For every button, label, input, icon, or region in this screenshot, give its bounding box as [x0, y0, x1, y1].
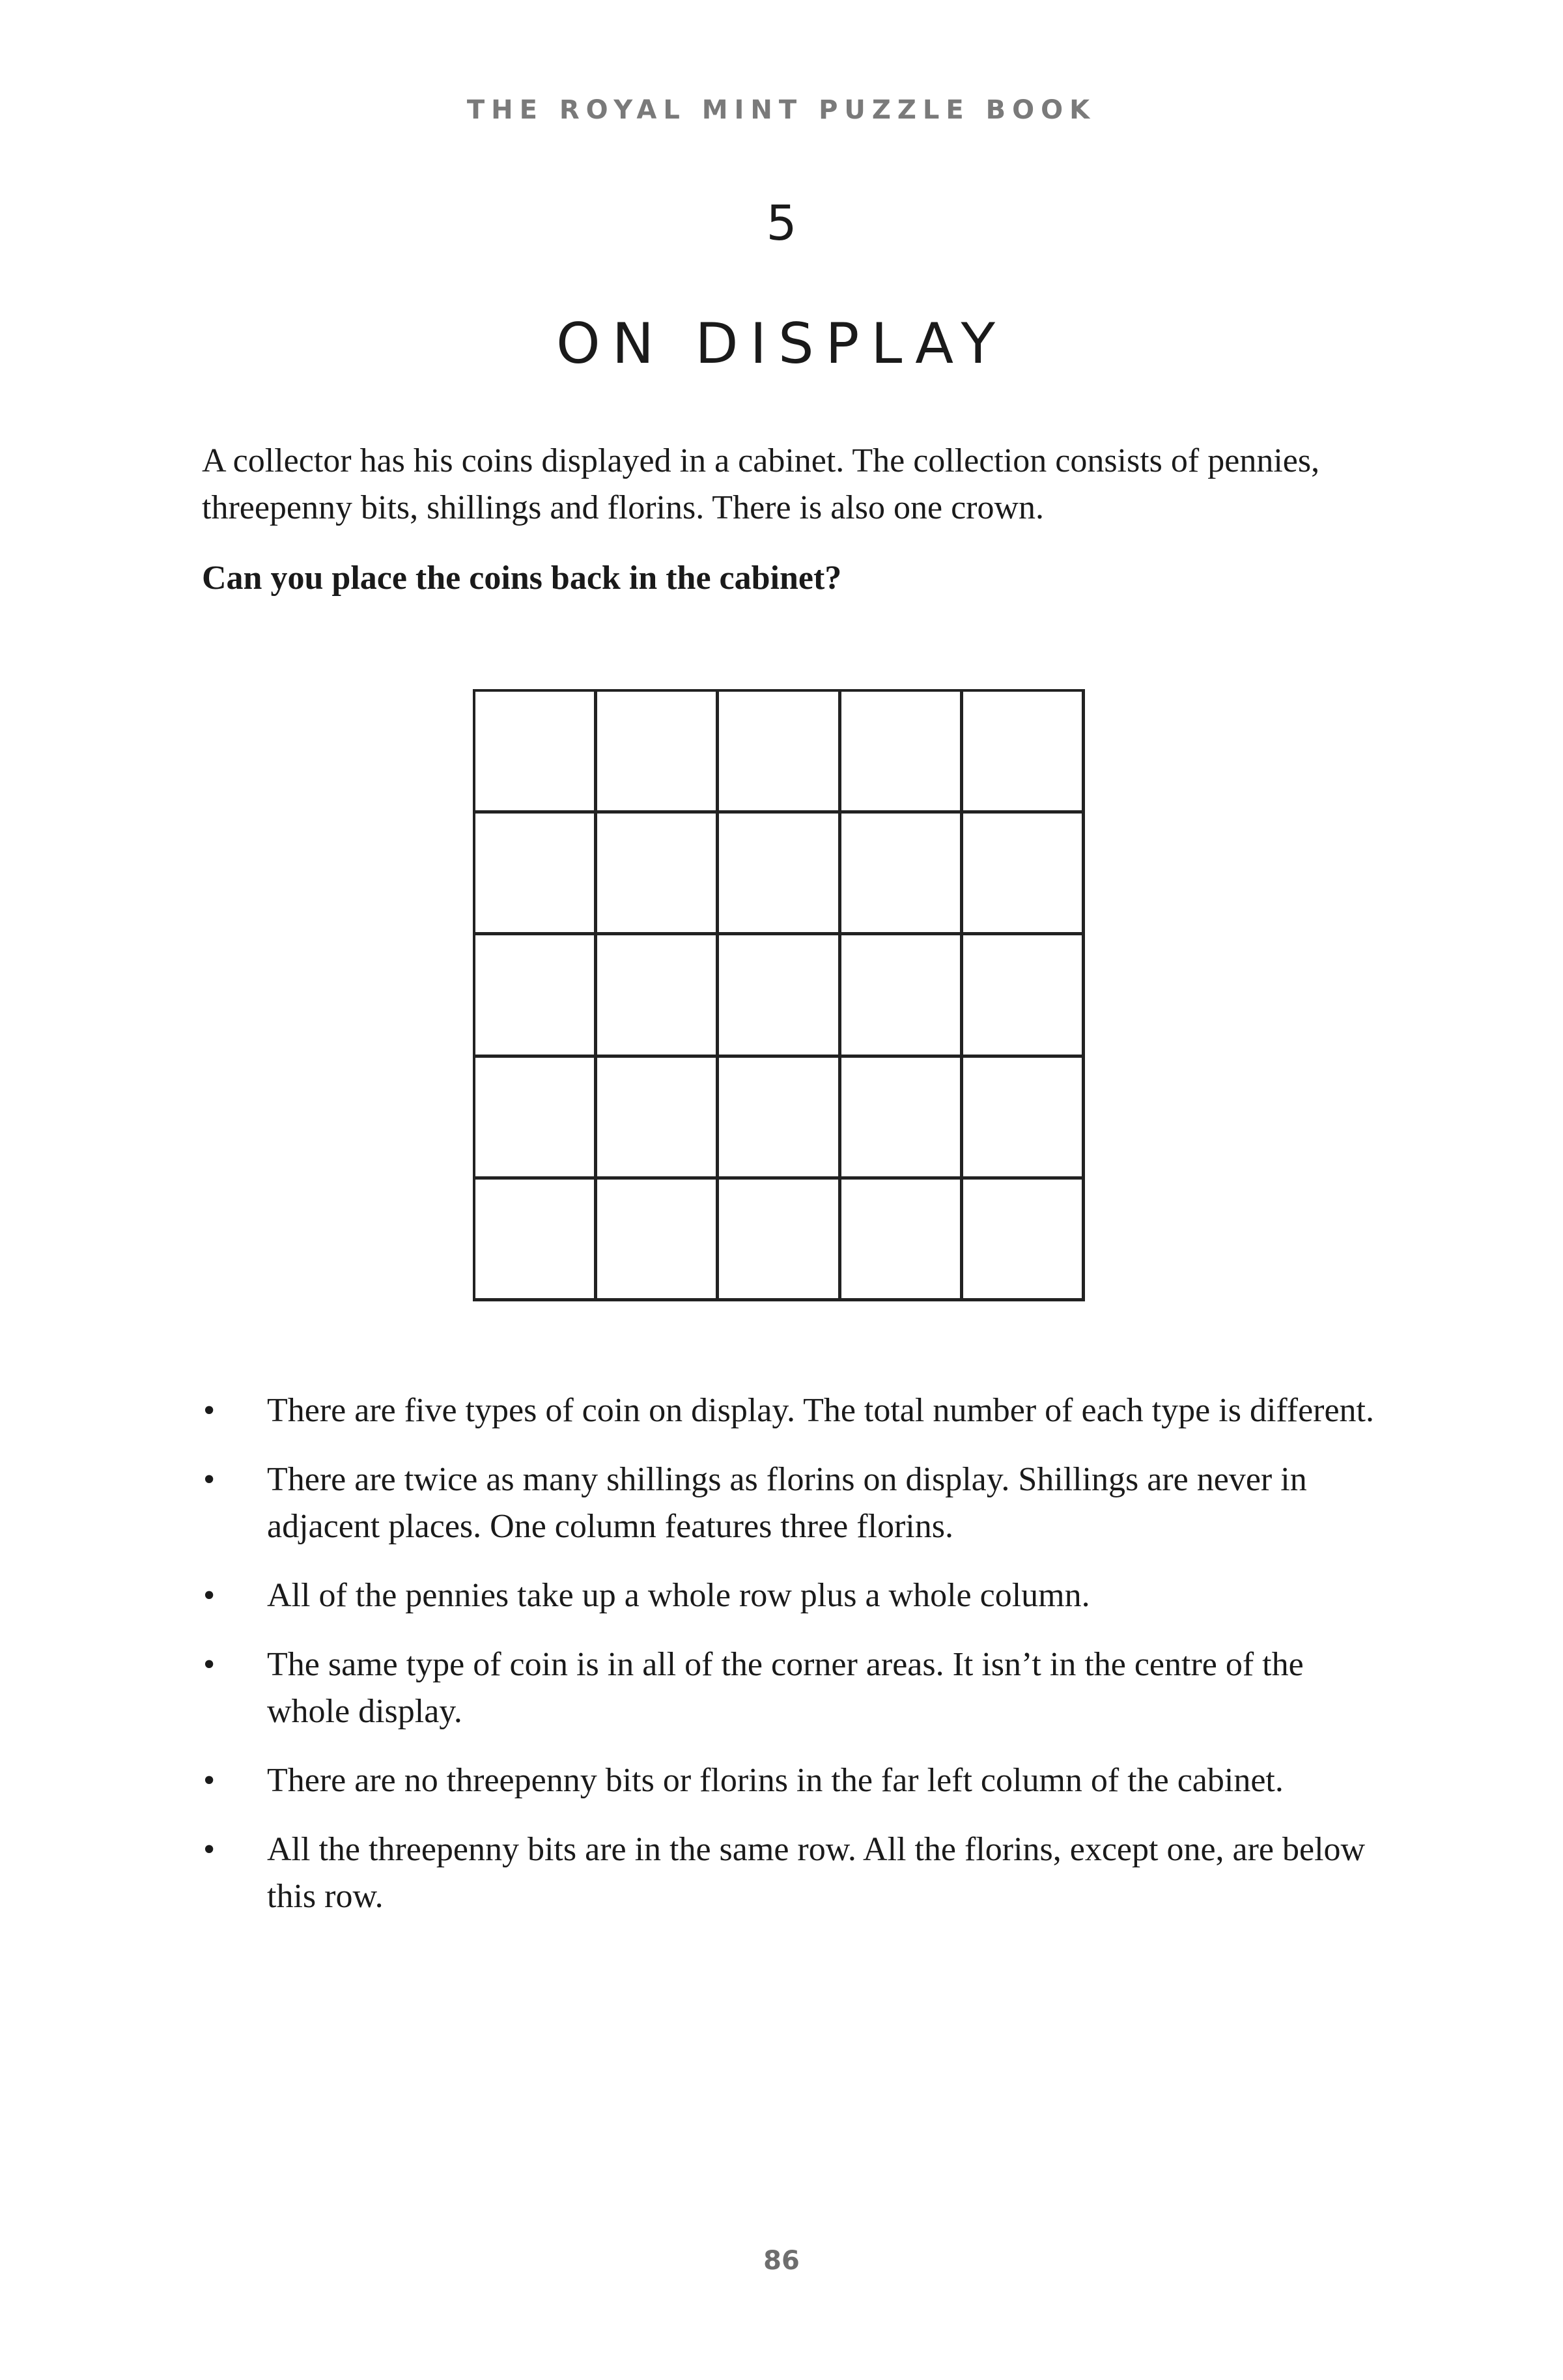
grid-cell: [597, 935, 719, 1057]
grid-cell: [475, 692, 597, 814]
running-head: THE ROYAL MINT PUZZLE BOOK: [466, 95, 1097, 125]
grid-cell: [963, 1058, 1085, 1180]
grid-cell: [719, 814, 841, 935]
grid-cell: [841, 692, 963, 814]
clue-item: [202, 1826, 1374, 1920]
grid-cell: [963, 814, 1085, 935]
bullet-icon: •: [203, 1831, 216, 1868]
puzzle-title: ON DISPLAY: [556, 311, 1007, 376]
puzzle-number: 5: [766, 195, 797, 251]
grid-cell: [841, 1058, 963, 1180]
bullet-icon: •: [203, 1392, 216, 1429]
grid-cell: [719, 1180, 841, 1301]
clue-text: All the threepenny bits are in the same row. All the florins, except one, are below this row.: [267, 1831, 1366, 1915]
clue-item: [202, 1387, 1374, 1434]
bullet-icon: •: [203, 1762, 216, 1799]
grid-cell: [963, 935, 1085, 1057]
clue-item: [202, 1757, 1374, 1804]
grid-cell: [475, 814, 597, 935]
grid-cell: [963, 1180, 1085, 1301]
grid-cell: [719, 692, 841, 814]
cabinet-grid: [473, 689, 1085, 1301]
grid-cell: [597, 1180, 719, 1301]
grid-cell: [475, 935, 597, 1057]
grid-cell: [475, 1058, 597, 1180]
bullet-icon: •: [203, 1577, 216, 1614]
clue-list: [202, 1387, 1374, 1942]
page-number: 86: [763, 2246, 800, 2276]
bullet-icon: •: [203, 1646, 216, 1683]
clue-item: [202, 1572, 1374, 1619]
intro-paragraph: A collector has his coins displayed in a cabinet. The collection consists of pennies, threepenny bits, shillings and florins. There is also one crown.: [202, 442, 1320, 526]
clue-text: The same type of coin is in all of the corner areas. It isn’t in the centre of the whole display.: [267, 1646, 1304, 1730]
grid-cell: [597, 1058, 719, 1180]
clue-item: [202, 1456, 1374, 1550]
grid-cell: [475, 1180, 597, 1301]
grid-cell: [841, 814, 963, 935]
grid-cell: [963, 692, 1085, 814]
grid-cell: [597, 814, 719, 935]
clue-text: There are twice as many shillings as florins on display. Shillings are never in adjacent places. One column features three florins.: [267, 1461, 1307, 1545]
grid-cell: [719, 1058, 841, 1180]
puzzle-question: Can you place the coins back in the cabinet?: [202, 560, 842, 597]
grid-cell: [841, 1180, 963, 1301]
clue-text: There are five types of coin on display. The total number of each type is different.: [267, 1392, 1375, 1429]
bullet-icon: •: [203, 1461, 216, 1498]
clue-text: There are no threepenny bits or florins in the far left column of the cabinet.: [267, 1762, 1284, 1799]
grid-cell: [597, 692, 719, 814]
clue-item: [202, 1641, 1374, 1735]
clue-text: All of the pennies take up a whole row plus a whole column.: [267, 1577, 1090, 1614]
grid-cell: [841, 935, 963, 1057]
grid-cell: [719, 935, 841, 1057]
